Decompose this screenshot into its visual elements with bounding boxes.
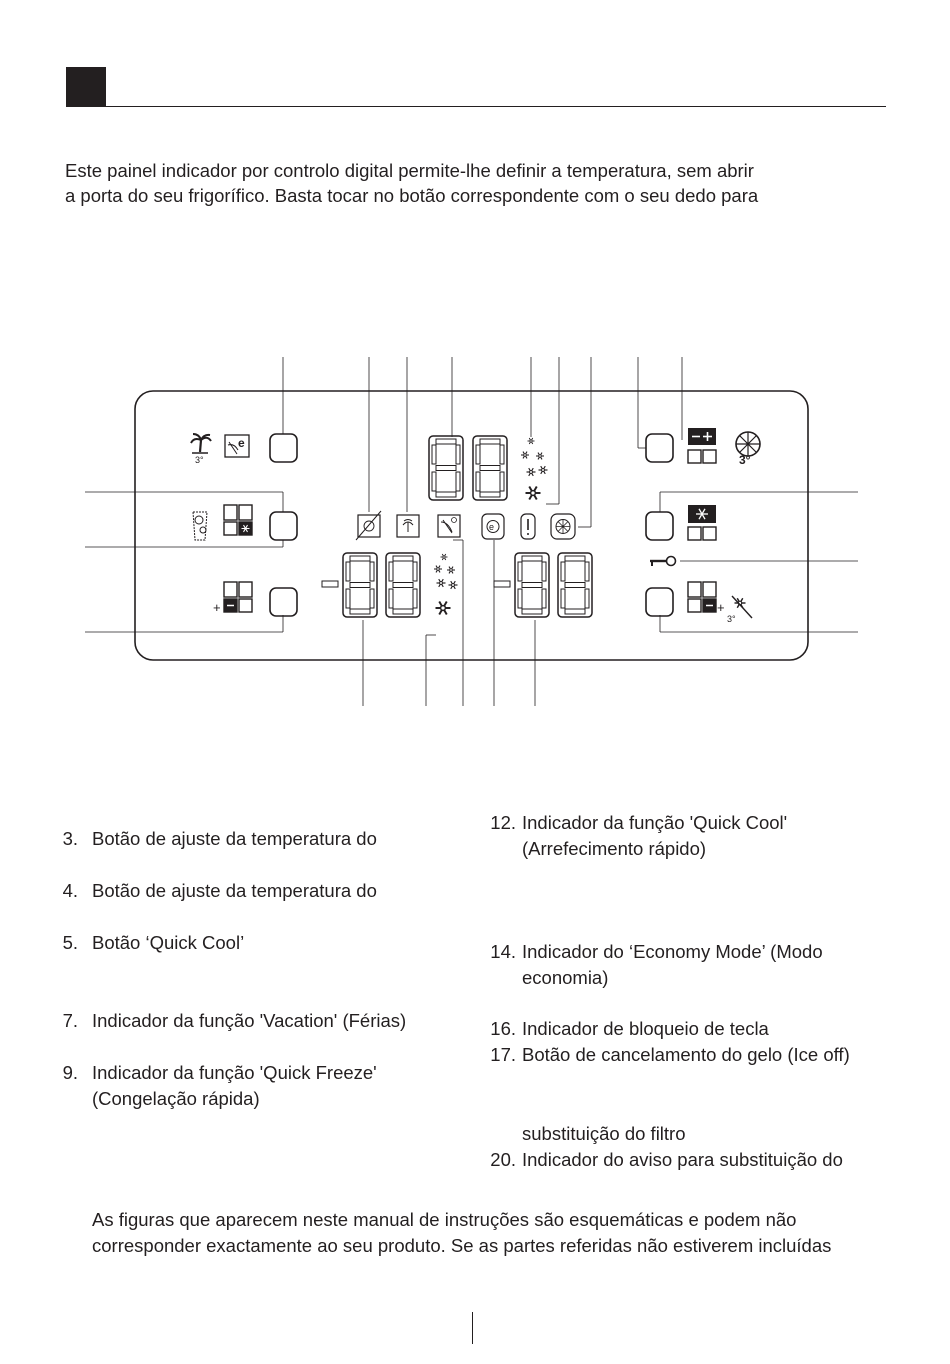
- intro-line-1: Este painel indicador por controlo digital permite-lhe definir a temperatura, sem abrir: [65, 160, 754, 181]
- quick-cool-indicator-icon: [438, 515, 460, 537]
- svg-text:e: e: [489, 522, 495, 532]
- freezer-minus-segment: [322, 581, 338, 587]
- upper-digit-2: [473, 436, 507, 500]
- fridge-temp-button: [270, 512, 297, 540]
- callout-lines-top: [283, 357, 682, 527]
- quick-cool-temp-label: 3°: [739, 453, 751, 467]
- vacation-indicator-icon: [356, 511, 381, 540]
- filter-indicator-icon: [551, 514, 575, 539]
- vacation-temp-label: 3°: [195, 455, 204, 465]
- fridge-level-snowflakes-icon: [521, 438, 548, 499]
- fridge-fan-icon: [193, 512, 207, 540]
- freezer-digit-1: [343, 553, 377, 617]
- freezer-level-snowflakes-icon: [434, 554, 458, 614]
- note-line-1: As figuras que aparecem neste manual de instruções são esquemáticas e podem não: [92, 1209, 797, 1230]
- fridge-digit-2: [558, 553, 592, 617]
- fridge-minus-segment: [494, 581, 510, 587]
- quick-freeze-indicator-icon: [397, 515, 419, 537]
- upper-digit-1: [429, 436, 463, 500]
- quick-cool-fan-icon: [736, 432, 760, 467]
- quick-cool-button: [646, 434, 673, 462]
- callout-lines-left: [85, 492, 283, 632]
- ice-off-button: [646, 588, 673, 616]
- fridge-digit-1: [515, 553, 549, 617]
- note-line-2: corresponder exactamente ao seu produto. Se as partes referidas não estiverem incluídas: [92, 1235, 832, 1256]
- page-divider: [472, 1312, 473, 1344]
- alarm-indicator-icon: [521, 514, 535, 539]
- freezer-digit-2: [386, 553, 420, 617]
- vacation-eco-button: [270, 434, 297, 462]
- quick-freeze-compartment-icon: [688, 505, 716, 540]
- quick-cool-compartment-icon: [688, 428, 716, 463]
- freezer-temp-button: [270, 588, 297, 616]
- ice-off-temp-label: 3°: [727, 614, 736, 624]
- eco-mode-icon: [225, 435, 249, 457]
- key-lock-icon: [650, 557, 676, 567]
- ice-off-icon: [727, 596, 752, 624]
- intro-line-2: a porta do seu frigorífico. Basta tocar no botão correspondente com o seu dedo para: [65, 185, 759, 206]
- economy-mode-indicator-icon: [482, 514, 504, 539]
- ice-off-compartment-icon: [688, 582, 716, 612]
- note-paragraph: [92, 1207, 882, 1259]
- svg-text:e: e: [238, 436, 245, 450]
- palm-tree-icon: [191, 434, 211, 453]
- plus-sign-left: +: [213, 600, 221, 615]
- quick-freeze-button: [646, 512, 673, 540]
- plus-sign-right: +: [717, 600, 725, 615]
